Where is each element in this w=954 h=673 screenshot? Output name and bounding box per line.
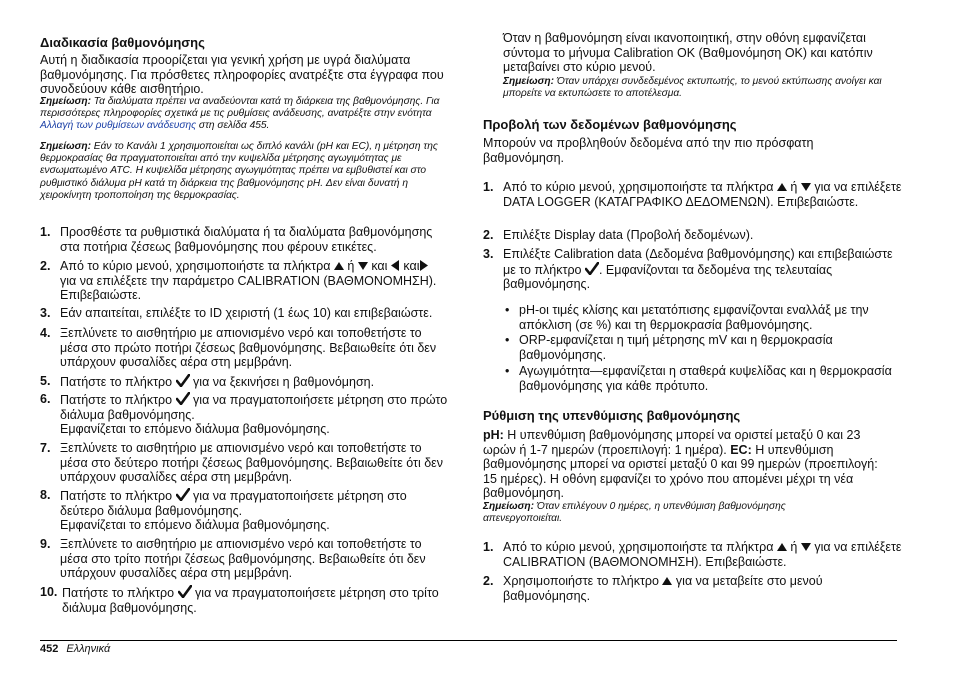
list-item: 3. Επιλέξτε Calibration data (Δεδομένα βαθμονόμησης) και επιβεβαιώστε με το πλήκτρο . Εμφανίζονται τα δεδομένα της τελευταίας βαθμονόμησης. — [483, 247, 893, 292]
arrow-up-icon — [777, 182, 787, 192]
arrow-down-icon — [801, 182, 811, 192]
link-stirring-settings[interactable]: Αλλαγή των ρυθμίσεων ανάδευσης — [40, 120, 197, 132]
note-label: Σημείωση: — [483, 501, 534, 512]
note-text: Εάν το Κανάλι 1 χρησιμοποιείται ως διπλό κανάλι (pH και EC), η μέτρηση της θερμοκρασίας θα πραγματοποιείται από την κυψελίδα μέτρησης αγωγιμότητας με ενσωματωμένο ATC. Η κυψελίδα μέτρησης αγωγιμότητας πρέπει να εμβυθιστεί και στο ρυθμιστικό διάλυμα pH κατά τη διάρκεια της βαθμονόμησης pH. Δεν είναι δυνατή η χειροκίνητη τροποποίηση της θερμοκρασίας. — [40, 141, 438, 201]
note-text: Όταν επιλέγουν 0 ημέρες, η υπενθύμιση βαθμονόμησης απενεργοποιείται. — [483, 501, 786, 525]
arrow-down-icon — [801, 542, 811, 552]
list-item: 10. Πατήστε το πλήκτρο για να πραγματοποιήσετε μέτρηση στο τρίτο διάλυμα βαθμονόμησης. — [40, 585, 439, 615]
note-printer — [503, 76, 903, 100]
list-item: • Αγωγιμότητα—εμφανίζεται η σταθερά κυψελίδας και η θερμοκρασία βαθμονόμησης για κάθε πρότυπο. — [505, 364, 892, 393]
note-text: Όταν υπάρχει συνδεδεμένος εκτυπωτής, το μενού εκτύπωσης ανοίγει και μπορείτε να εκτυπώσετε το αποτέλεσμα. — [503, 76, 882, 100]
list-item: 1. Από το κύριο μενού, χρησιμοποιήστε τα πλήκτρα ή για να επιλέξετε DATA LOGGER (ΚΑΤΑΓΡΑΦΙΚΟ ΔΕΔΟΜΕΝΩΝ). Επιβεβαιώστε. — [483, 180, 902, 209]
reminder-paragraph: pH: Η υπενθύμιση βαθμονόμησης μπορεί να οριστεί μεταξύ 0 και 23 ωρών ή 1-7 ημερών (προεπιλογή: 1 ημέρα). EC: Η υπενθύμιση βαθμονόμησης μπορεί να οριστεί μεταξύ 0 και 99 ημερών (προεπιλογή: 15 ημέρες). Η οθόνη εμφανίζει το χρόνο που απομένει μέχρι τη νέα βαθμονόμηση. — [483, 428, 878, 501]
list-item: 1. Προσθέστε τα ρυθμιστικά διαλύματα ή τα διαλύματα βαθμονόμησης στα ποτήρια ζέσεως βαθμονόμησης που φέρουν ετικέτες. — [40, 225, 433, 254]
list-item: 3. Εάν απαιτείται, επιλέξτε το ID χειριστή (1 έως 10) και επιβεβαιώστε. — [40, 306, 433, 320]
arrow-up-icon — [334, 261, 344, 271]
arrow-right-icon — [419, 260, 428, 271]
arrow-up-icon — [777, 542, 787, 552]
arrow-up-icon — [662, 576, 672, 586]
arrow-left-icon — [391, 260, 400, 271]
view-data-intro: Μπορούν να προβληθούν δεδομένα από την πιο πρόσφατη βαθμονόμηση. — [483, 136, 814, 165]
note-label: Σημείωση: — [503, 76, 554, 87]
list-item: 2. Χρησιμοποιήστε το πλήκτρο για να μεταβείτε στο μενού βαθμονόμησης. — [483, 574, 823, 603]
checkmark-icon — [176, 392, 190, 405]
note-text-end: στη σελίδα 455. — [196, 120, 270, 132]
list-item: 2. Από το κύριο μενού, χρησιμοποιήστε τα πλήκτρα ή και και για να επιλέξετε την παράμετρο CALIBRATION (ΒΑΘΜΟΝΟΜΗΣΗ). Επιβεβαιώστε. — [40, 259, 437, 303]
page-footer — [40, 642, 110, 656]
list-item: • pH-οι τιμές κλίσης και μετατόπισης εμφανίζονται εναλλάξ με την απόκλιση (σε %) και τη θερμοκρασία βαθμονόμησης. — [505, 303, 869, 332]
checkmark-icon — [178, 585, 192, 598]
section-heading-calibration: Διαδικασία βαθμονόμησης — [40, 35, 205, 50]
note-label: Σημείωση: — [40, 96, 91, 107]
page-number: 452 — [40, 643, 59, 655]
list-item: • ORP-εμφανίζεται η τιμή μέτρησης mV και η θερμοκρασία βαθμονόμησης. — [505, 333, 833, 362]
list-item: 5. Πατήστε το πλήκτρο για να ξεκινήσει η βαθμονόμηση. — [40, 374, 375, 389]
list-item: 1. Από το κύριο μενού, χρησιμοποιήστε τα πλήκτρα ή για να επιλέξετε CALIBRATION (ΒΑΘΜΟΝΟΜΗΣΗ). Επιβεβαιώστε. — [483, 540, 902, 569]
checkmark-icon — [176, 374, 190, 387]
calibration-ok-paragraph: Όταν η βαθμονόμηση είναι ικανοποιητική, στην οθόνη εμφανίζεται σύντομα το μήνυμα Calibration OK (Βαθμονόμηση OK) και κατόπιν μεταβαίνει στο κύριο μενού. — [503, 31, 873, 75]
section-heading-view-data: Προβολή των δεδομένων βαθμονόμησης — [483, 117, 737, 132]
note-stirring — [40, 96, 440, 133]
section-heading-reminder: Ρύθμιση της υπενθύμισης βαθμονόμησης — [483, 408, 741, 423]
note-reminder-disable — [483, 501, 793, 525]
note-dual-channel — [40, 141, 450, 202]
arrow-down-icon — [358, 261, 368, 271]
checkmark-icon — [585, 262, 599, 275]
note-label: Σημείωση: — [40, 141, 91, 152]
list-item: 8. Πατήστε το πλήκτρο για να πραγματοποιήσετε μέτρηση στο δεύτερο διάλυμα βαθμονόμησης. Εμφανίζεται το επόμενο διάλυμα βαθμονόμησης. — [40, 488, 407, 533]
list-item: 2. Επιλέξτε Display data (Προβολή δεδομένων). — [483, 228, 754, 242]
checkmark-icon — [176, 488, 190, 501]
list-item: 4. Ξεπλύνετε το αισθητήριο με απιονισμένο νερό και τοποθετήστε το μέσα στο πρώτο ποτήρι ζέσεως βαθμονόμησης. Βεβαιωθείτε ότι δεν υπάρχουν φυσαλίδες αέρα στη μεμβράνη. — [40, 326, 437, 370]
footer-language: Ελληνικά — [66, 643, 111, 655]
list-item: 6. Πατήστε το πλήκτρο για να πραγματοποιήσετε μέτρηση στο πρώτο διάλυμα βαθμονόμησης. Εμφανίζεται το επόμενο διάλυμα βαθμονόμησης. — [40, 392, 448, 437]
note-text: Τα διαλύματα πρέπει να αναδεύονται κατά τη διάρκεια της βαθμονόμησης. Για περισσότερες πληροφορίες σχετικά με τις ρυθμίσεις ανάδευσης, ανατρέξτε στην ενότητα — [40, 96, 440, 120]
list-item: 9. Ξεπλύνετε το αισθητήριο με απιονισμένο νερό και τοποθετήστε το μέσα στο τρίτο ποτήρι ζέσεως βαθμονόμησης. Βεβαιωθείτε ότι δεν υπάρχουν φυσαλίδες αέρα στη μεμβράνη. — [40, 537, 426, 581]
footer-rule — [40, 640, 897, 641]
list-item: 7. Ξεπλύνετε το αισθητήριο με απιονισμένο νερό και τοποθετήστε το μέσα στο δεύτερο ποτήρι ζέσεως βαθμονόμησης. Βεβαιωθείτε ότι δεν υπάρχουν φυσαλίδες αέρα στη μεμβράνη. — [40, 441, 444, 485]
intro-paragraph: Αυτή η διαδικασία προορίζεται για γενική χρήση με υγρά διαλύματα βαθμονόμησης. Για πρόσθετες πληροφορίες ανατρέξτε στα έγγραφα που συνοδεύουν κάθε αισθητήριο. — [40, 53, 444, 97]
